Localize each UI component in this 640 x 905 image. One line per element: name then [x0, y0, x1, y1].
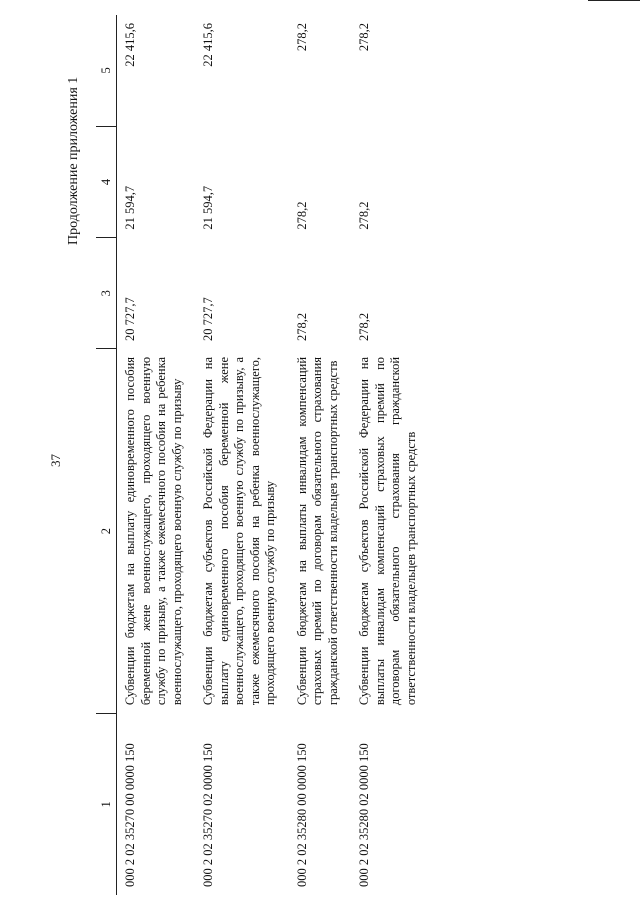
header-col-4: 4	[96, 126, 117, 237]
page-number: 37	[48, 454, 63, 467]
row-code: 000 2 02 35280 02 0000 150	[357, 743, 371, 887]
row-code: 000 2 02 35280 00 0000 150	[294, 743, 309, 887]
row-value-3: 278,2	[294, 312, 309, 341]
table-row	[195, 15, 289, 895]
table-header-row	[96, 15, 117, 895]
row-value-5: 22 415,6	[123, 23, 137, 67]
table-row	[289, 15, 352, 895]
row-value-5: 278,2	[357, 23, 371, 52]
table-row	[117, 15, 196, 895]
row-name: Субвенции бюджетам на выплаты инвалидам компенсаций страховых премий по договорам обязательного страхования гражданской ответственности владельцев транспортных средств	[294, 356, 340, 706]
header-col-2: 2	[96, 349, 117, 713]
row-value-3: 278,2	[357, 312, 371, 341]
budget-table	[96, 15, 429, 895]
row-value-4: 278,2	[357, 201, 371, 230]
row-name: Субвенции бюджетам субъектов Российской Федерации на выплату единовременного пособия беременной жене военнослужащего, проходящего военную службу по призыву, а также ежемесячного пособия на ребенка военнослужащего, проходящего военную службу по призыву	[201, 356, 277, 706]
row-value-3: 20 727,7	[123, 297, 137, 341]
row-code: 000 2 02 35270 02 0000 150	[201, 743, 215, 887]
row-value-5: 22 415,6	[201, 23, 215, 67]
row-name: Субвенции бюджетам субъектов Российской Федерации на выплаты инвалидам компенсаций страховых премий по договорам обязательного страхования гражданской ответственности владельцев транспортных средств	[357, 356, 418, 706]
row-value-5: 278,2	[294, 23, 309, 52]
row-value-3: 20 727,7	[201, 297, 215, 341]
row-code: 000 2 02 35270 00 0000 150	[123, 743, 137, 887]
table-row	[351, 15, 429, 895]
row-value-4: 278,2	[294, 201, 309, 230]
header-col-3: 3	[96, 238, 117, 349]
header-col-1: 1	[96, 713, 117, 895]
row-value-4: 21 594,7	[123, 185, 137, 230]
row-name: Субвенции бюджетам на выплату единовременного пособия беременной жене военнослужащего, проходящего военную службу по призыву, а также ежемесячного пособия на ребенка военнослужащего, проходящего военную службу по призыву	[123, 356, 184, 706]
annex-caption: Продолжение приложения 1	[66, 76, 81, 245]
row-value-4: 21 594,7	[201, 185, 215, 230]
header-col-5: 5	[96, 15, 117, 126]
